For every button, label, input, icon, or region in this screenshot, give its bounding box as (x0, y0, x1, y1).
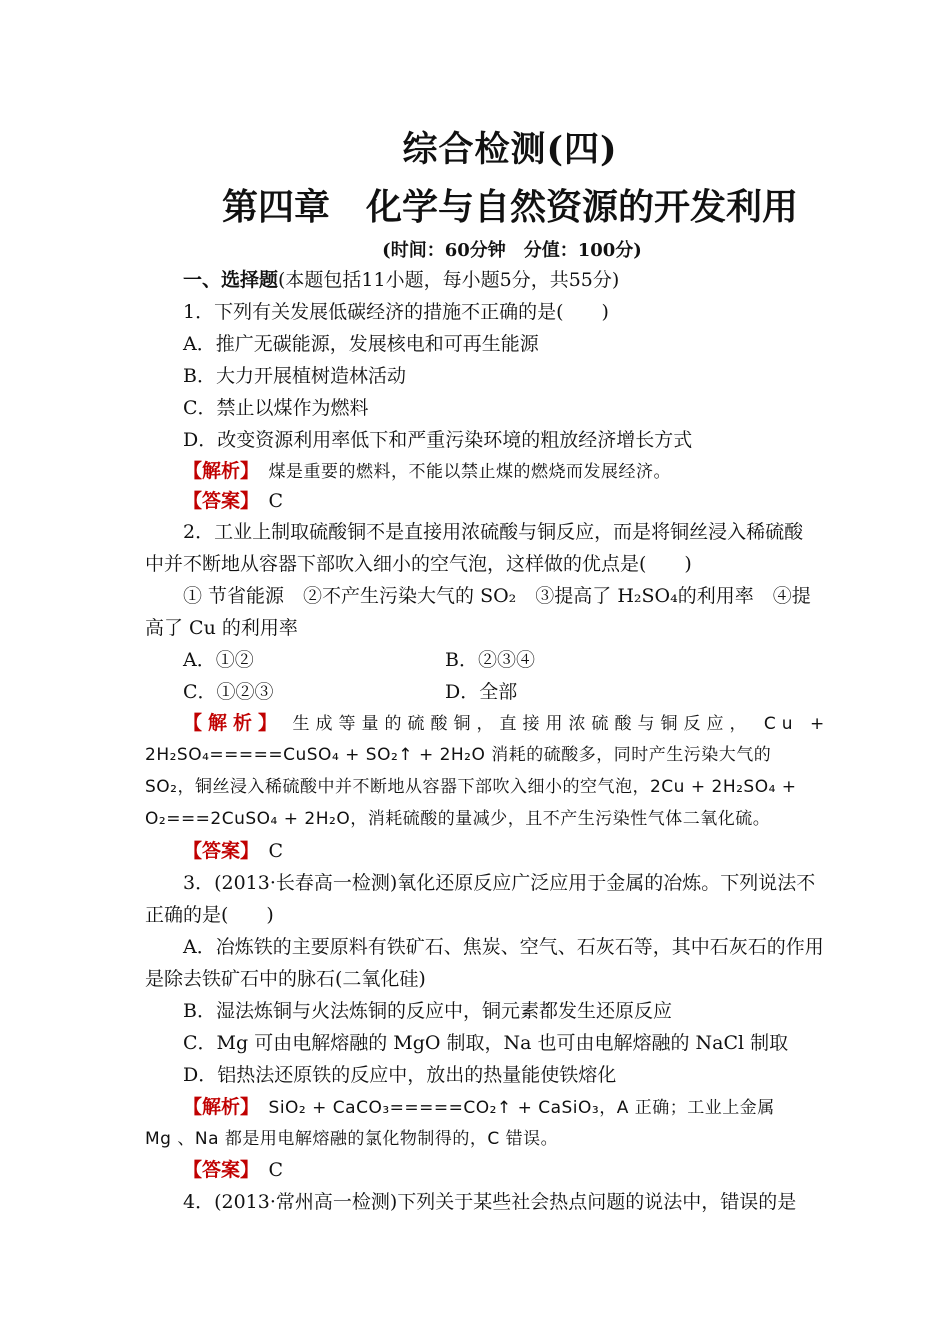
q3-stem-line1: 3．(2013·长春高一检测)氧化还原反应广泛应用于金属的冶炼。下列说法不 (183, 872, 816, 894)
answer-label: 【答案】 (183, 840, 250, 862)
section-desc: (本题包括11小题，每小题5分，共55分) (278, 269, 620, 291)
q1-option-b: B．大力开展植树造林活动 (183, 365, 406, 387)
q3-option-b: B．湿法炼铜与火法炼铜的反应中，铜元素都发生还原反应 (183, 1000, 672, 1022)
q2-stem-line1: 2．工业上制取硫酸铜不是直接用浓硫酸与铜反应，而是将铜丝浸入稀硫酸 (183, 521, 804, 543)
q1-analysis-text: 煤是重要的燃料，不能以禁止煤的燃烧而发展经济。 (268, 462, 672, 482)
q3-answer-value: C (268, 1159, 284, 1181)
q2-items-line2: 高了 Cu 的利用率 (145, 617, 298, 639)
q1-option-d: D．改变资源利用率低下和严重污染环境的粗放经济增长方式 (183, 429, 693, 451)
q2-option-b: B．②③④ (445, 649, 535, 671)
q2-analysis-line1: 生成等量的硫酸铜，直接用浓硫酸与铜反应， Cu + (292, 714, 831, 734)
analysis-label: 【解析】 (183, 1096, 250, 1118)
q1-answer (183, 489, 283, 513)
q2-stem-line2: 中并不断地从容器下部吹入细小的空气泡，这样做的优点是( ) (145, 553, 692, 575)
answer-label: 【答案】 (183, 1159, 250, 1181)
q3-answer (183, 1158, 283, 1182)
q1-answer-value: C (268, 490, 284, 512)
q3-analysis-line2: Mg 、Na 都是用电解熔融的氯化物制得的，C 错误。 (145, 1129, 559, 1149)
section-title: 一、选择题 (183, 269, 279, 291)
section-heading (183, 268, 619, 292)
q2-option-a: A．①② (183, 649, 254, 671)
q3-option-a-line1: A．冶炼铁的主要原料有铁矿石、焦炭、空气、石灰石等，其中石灰石的作用 (183, 936, 824, 958)
answer-label: 【答案】 (183, 490, 250, 512)
q1-analysis (183, 459, 671, 484)
q2-options-row1 (183, 648, 254, 672)
q2-answer-value: C (268, 840, 284, 862)
chapter-title: 第四章 化学与自然资源的开发利用 (221, 186, 798, 228)
exam-meta: (时间：60分钟 分值：100分) (382, 240, 642, 261)
q1-stem: 1．下列有关发展低碳经济的措施不正确的是( ) (183, 301, 609, 323)
q2-analysis-line3: SO₂，铜丝浸入稀硫酸中并不断地从容器下部吹入细小的空气泡，2Cu + 2H₂SO₄ + (145, 777, 797, 797)
q2-option-d: D．全部 (445, 681, 518, 703)
page-title: 综合检测(四) (402, 129, 618, 170)
q2-analysis (183, 711, 830, 736)
q2-answer (183, 839, 283, 863)
q3-option-c: C．Mg 可由电解熔融的 MgO 制取，Na 也可由电解熔融的 NaCl 制取 (183, 1032, 789, 1054)
q2-analysis-line2: 2H₂SO₄=====CuSO₄ + SO₂↑ + 2H₂O 消耗的硫酸多，同时产生污染大气的 (145, 745, 772, 765)
q3-stem-line2: 正确的是( ) (145, 904, 274, 926)
q3-option-d: D．铝热法还原铁的反应中，放出的热量能使铁熔化 (183, 1064, 617, 1086)
analysis-label: 【解析】 (183, 460, 250, 482)
analysis-label: 【解析】 (183, 712, 274, 734)
q3-option-a-line2: 是除去铁矿石中的脉石(二氧化硅) (145, 968, 426, 990)
q2-analysis-line4: O₂===2CuSO₄ + 2H₂O，消耗硫酸的量减少，且不产生污染性气体二氧化硫。 (145, 809, 771, 829)
q4-stem: 4．(2013·常州高一检测)下列关于某些社会热点问题的说法中，错误的是 (183, 1191, 797, 1213)
q1-option-a: A．推广无碳能源，发展核电和可再生能源 (183, 333, 539, 355)
q3-analysis-line1: SiO₂ + CaCO₃=====CO₂↑ + CaSiO₃，A 正确；工业上金属 (268, 1098, 775, 1118)
q1-option-c: C．禁止以煤作为燃料 (183, 397, 369, 419)
q3-analysis (183, 1095, 775, 1120)
q2-option-c: C．①②③ (183, 681, 274, 703)
q2-items-line1: ① 节省能源 ②不产生污染大气的 SO₂ ③提高了 H₂SO₄的利用率 ④提 (183, 585, 811, 607)
